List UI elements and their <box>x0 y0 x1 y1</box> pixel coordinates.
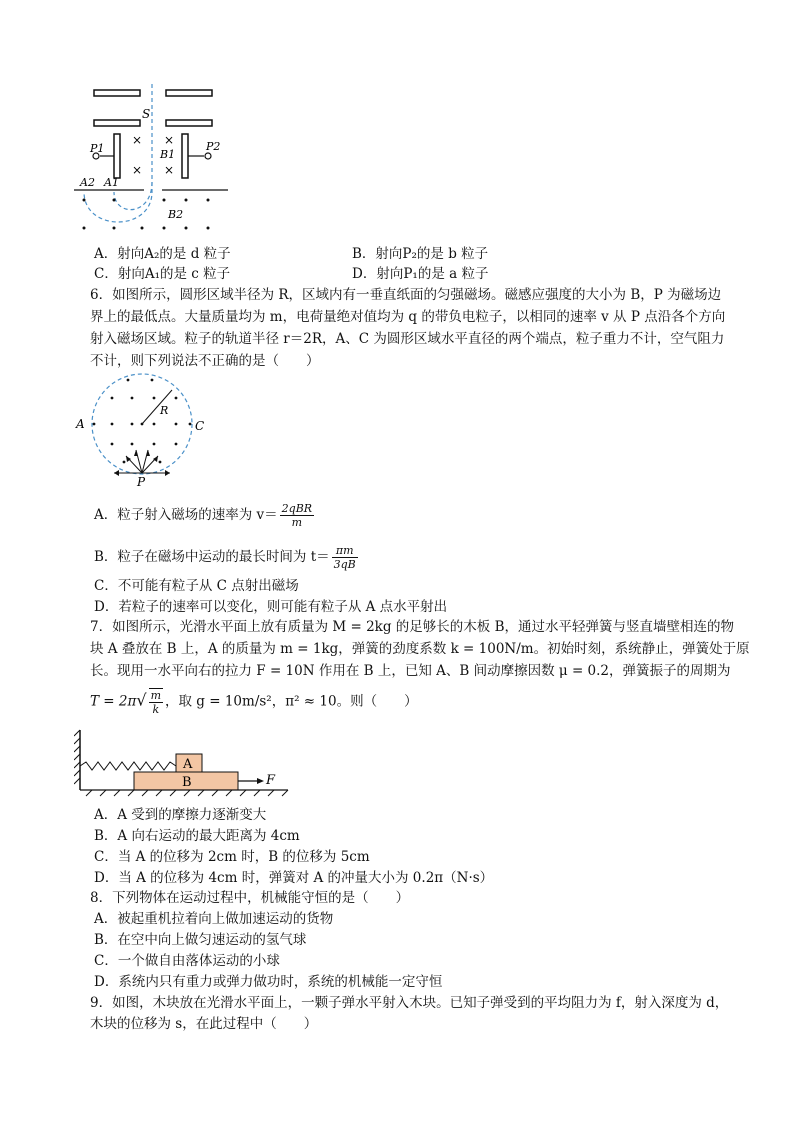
field-dots-b2 <box>83 199 210 230</box>
q6-stem-line4: 不计，则下列说法不正确的是（ ） <box>90 353 320 369</box>
q6-stem-line1: 6．如图所示，圆形区域半径为 R，区域内有一垂直纸面的匀强磁场。磁感应强度的大小为 B，P 为磁场边 <box>90 287 722 303</box>
plate-p1 <box>114 134 120 178</box>
slit-plate-right <box>166 120 212 126</box>
q5-option-c: C．射向A₁的是 c 粒子 <box>94 266 231 282</box>
label-F: F <box>266 773 276 788</box>
label-B1: B1 <box>160 148 176 161</box>
q7-stem-line1: 7．如图所示，光滑水平面上放有质量为 M = 2kg 的足够长的木板 B，通过水平轻弹簧与竖直墙壁相连的物 <box>90 619 735 635</box>
spring-block-figure <box>74 728 294 800</box>
q7-option-a: A．A 受到的摩擦力逐渐变大 <box>94 807 267 823</box>
plate-p2 <box>182 134 188 178</box>
q7-stem-line3: 长。现用一水平向右的拉力 F = 10N 作用在 B 上，已知 A、B 间动摩擦因数 μ = 0.2，弹簧振子的周期为 <box>90 663 731 679</box>
field-dots <box>93 379 192 464</box>
q5-option-a: A．射向A₂的是 d 粒子 <box>94 246 231 262</box>
q8-option-c: C．一个做自由落体运动的小球 <box>94 953 280 969</box>
label-S: S <box>142 107 151 121</box>
floor-hatch <box>86 790 288 796</box>
velocity-selector-figure <box>74 82 244 238</box>
q9-stem-line1: 9．如图，木块放在光滑水平面上，一颗子弹水平射入木块。已知子弹受到的平均阻力为 f，射入深度为 d， <box>90 995 729 1011</box>
label-A1: A1 <box>104 176 119 189</box>
label-block-a: A <box>183 757 193 772</box>
q7-option-d: D．当 A 的位移为 4cm 时，弹簧对 A 的冲量大小为 0.2π（N·s） <box>94 870 494 886</box>
label-B2: B2 <box>168 208 184 221</box>
slit-plate-left <box>94 120 140 126</box>
circular-field-figure <box>74 368 214 490</box>
q7-option-c: C．当 A 的位移为 2cm 时，B 的位移为 5cm <box>94 849 370 865</box>
q8-option-b: B．在空中向上做匀速运动的氢气球 <box>94 932 307 948</box>
label-board-b: B <box>182 775 192 790</box>
label-A: A <box>76 417 85 431</box>
q6-option-b: B．粒子在磁场中运动的最长时间为 t＝ $\frac{\pi m}{3qB}$ <box>94 544 356 571</box>
wall-hatch <box>74 730 80 784</box>
top-plate-right <box>166 90 212 96</box>
q6-option-a: A．粒子射入磁场的速率为 v＝ $\frac{\text{2qBR}}{m}$ <box>94 502 313 529</box>
label-P1: P1 <box>90 142 105 155</box>
top-plate-left <box>94 90 140 96</box>
label-P: P <box>137 475 146 489</box>
q7-period-formula: T = 2π√ $\frac{m}{k}$ ，取 g = 10m/s²，π² ≈ 10。则（ ） <box>90 689 418 716</box>
label-A2: A2 <box>80 176 95 189</box>
q7-option-b: B．A 向右运动的最大距离为 4cm <box>94 828 300 844</box>
particle-path-inner <box>114 182 152 210</box>
cross-mark: × <box>132 163 143 177</box>
label-C: C <box>195 419 205 433</box>
cross-mark: × <box>164 133 175 147</box>
q7-stem-line2: 块 A 叠放在 B 上，A 的质量为 m = 1kg，弹簧的劲度系数 k = 100N/m。初始时刻，系统静止，弹簧处于原 <box>90 641 750 657</box>
q6-stem-line2: 界上的最低点。大量质量均为 m，电荷量绝对值均为 q 的带负电粒子，以相同的速率 v 从 P 点沿各个方向 <box>90 309 726 325</box>
q6-option-d: D．若粒子的速率可以变化，则可能有粒子从 A 点水平射出 <box>94 599 448 615</box>
label-R: R <box>160 404 169 417</box>
cross-mark: × <box>164 163 175 177</box>
label-P2: P2 <box>206 140 221 153</box>
q6-option-c: C．不可能有粒子从 C 点射出磁场 <box>94 578 299 594</box>
q8-option-d: D．系统内只有重力或弹力做功时，系统的机械能一定守恒 <box>94 974 443 990</box>
q5-option-b: B．射向P₂的是 b 粒子 <box>352 246 489 262</box>
q5-option-d: D．射向P₁的是 a 粒子 <box>352 266 489 282</box>
terminal-p2 <box>205 153 211 159</box>
cross-mark: × <box>132 133 143 147</box>
q8-option-a: A．被起重机拉着向上做加速运动的货物 <box>94 911 334 927</box>
spring <box>80 762 176 770</box>
q9-stem-line2: 木块的位移为 s，在此过程中（ ） <box>90 1016 318 1032</box>
q8-stem: 8．下列物体在运动过程中，机械能守恒的是（ ） <box>90 890 410 906</box>
q6-stem-line3: 射入磁场区域。粒子的轨道半径 r＝2R，A、C 为圆形区域水平直径的两个端点，粒子重力不计，空气阻力 <box>90 331 725 347</box>
